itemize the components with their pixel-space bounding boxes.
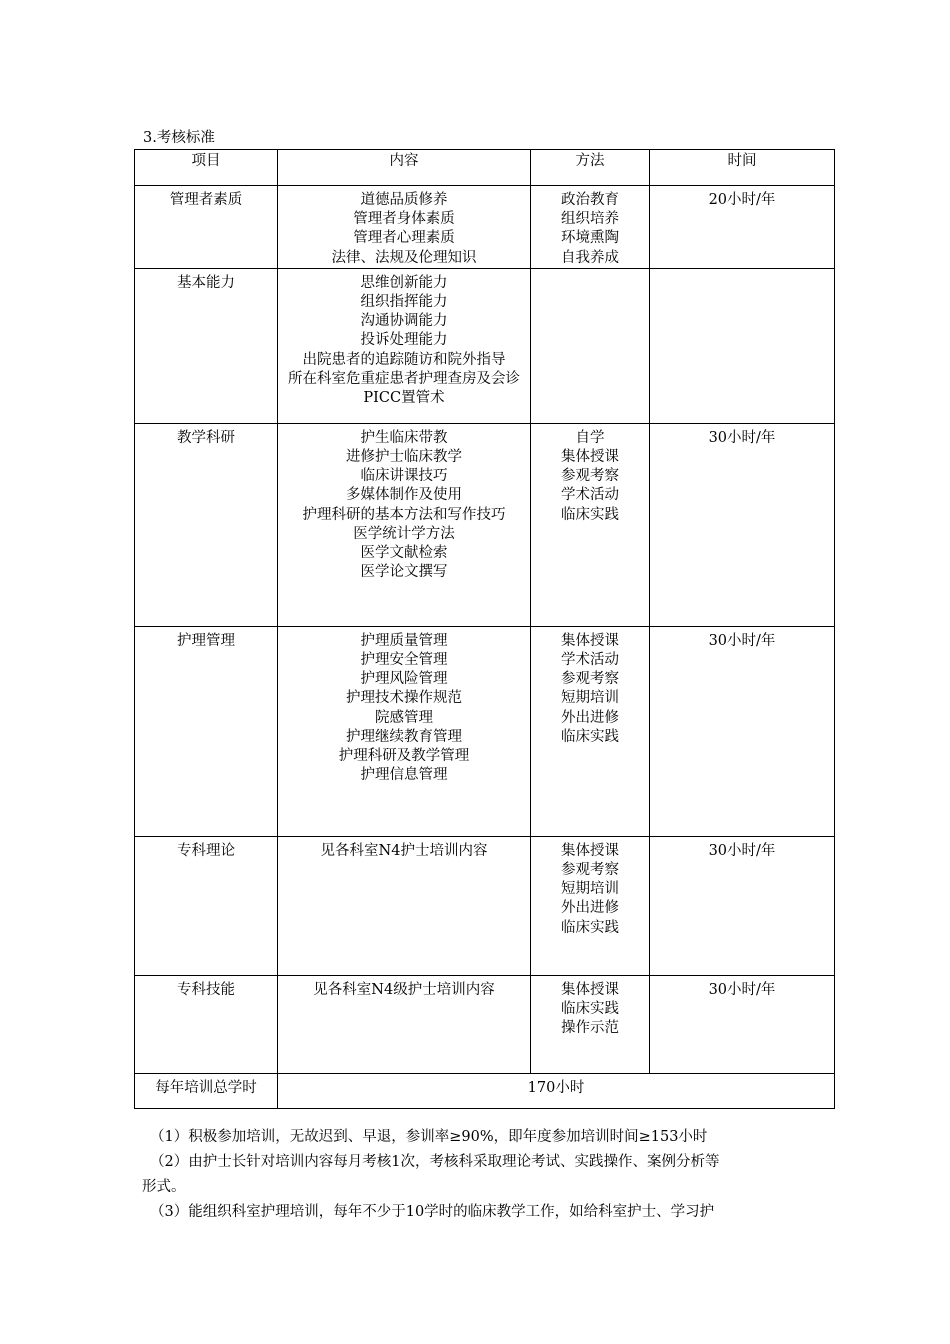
row-method-cell	[531, 268, 650, 423]
content-line: 医学文献检索	[360, 545, 448, 562]
row-time: 20小时/年	[708, 192, 776, 208]
table-row	[135, 423, 835, 626]
content-line: 护理继续教育管理	[346, 728, 462, 745]
assessment-standard-table	[134, 149, 835, 1109]
row-content-cell	[278, 423, 531, 626]
total-label: 每年培训总学时	[155, 1079, 257, 1096]
method-line: 学术活动	[561, 487, 619, 504]
method-line: 环境熏陶	[561, 230, 619, 247]
row-content-cell	[278, 836, 531, 975]
content-line: 临床讲课技巧	[360, 468, 448, 485]
content-line: 护理安全管理	[360, 652, 448, 669]
row-content-cell	[278, 975, 531, 1073]
row-item-cell	[135, 268, 278, 423]
content-line: 医学统计学方法	[353, 525, 455, 542]
content-line: 管理者心理素质	[353, 230, 455, 247]
note-2-continued: 形式。	[142, 1179, 186, 1195]
row-time-cell	[650, 268, 835, 423]
content-line: 思维创新能力	[360, 274, 448, 291]
note-1: （1）积极参加培训，无故迟到、早退，参训率≥90%，即年度参加培训时间≥153小时	[150, 1129, 708, 1145]
content-line: 管理者身体素质	[353, 211, 455, 228]
total-label-cell	[135, 1073, 278, 1108]
method-line: 政治教育	[561, 192, 619, 208]
content-line: 护理信息管理	[360, 767, 448, 784]
method-line: 外出进修	[561, 709, 619, 726]
content-line: 道德品质修养	[360, 192, 448, 208]
content-line: 沟通协调能力	[360, 313, 448, 330]
row-item-cell	[135, 186, 278, 269]
row-item-cell	[135, 626, 278, 836]
method-line: 集体授课	[561, 981, 619, 998]
row-method-cell	[531, 626, 650, 836]
method-line: 临床实践	[561, 919, 619, 936]
content-line: 护生临床带教	[360, 429, 448, 446]
method-line: 参观考察	[561, 671, 619, 688]
content-line: 见各科室N4级护士培训内容	[313, 981, 495, 998]
header-method: 方法	[531, 150, 650, 186]
method-line: 学术活动	[561, 652, 619, 669]
table-row	[135, 186, 835, 269]
content-line: 法律、法规及伦理知识	[331, 249, 477, 266]
table-row	[135, 626, 835, 836]
row-method-cell	[531, 975, 650, 1073]
header-content: 内容	[278, 150, 531, 186]
method-line: 外出进修	[561, 900, 619, 917]
row-item: 护理管理	[177, 632, 235, 649]
row-method-cell	[531, 186, 650, 269]
row-content-cell	[278, 186, 531, 269]
table-row	[135, 836, 835, 975]
row-method-cell	[531, 423, 650, 626]
row-item-cell	[135, 836, 278, 975]
header-item: 项目	[135, 150, 278, 186]
method-line: 临床实践	[561, 1001, 619, 1018]
row-method-cell	[531, 836, 650, 975]
total-row	[135, 1073, 835, 1108]
note-3: （3）能组织科室护理培训，每年不少于10学时的临床教学工作，如给科室护士、学习护	[150, 1204, 715, 1220]
row-time-cell	[650, 423, 835, 626]
method-line: 短期培训	[561, 881, 619, 898]
note-2: （2）由护士长针对培训内容每月考核1次，考核科采取理论考试、实践操作、案例分析等	[150, 1154, 720, 1170]
method-line: 集体授课	[561, 842, 619, 859]
notes-section	[142, 1125, 810, 1225]
content-line: 院感管理	[375, 709, 433, 726]
table-header-row	[135, 150, 835, 186]
method-line: 自我养成	[561, 249, 619, 266]
total-value-cell	[278, 1073, 835, 1108]
method-line: 临床实践	[561, 506, 619, 523]
row-content-cell	[278, 626, 531, 836]
content-line: 护理质量管理	[360, 632, 448, 649]
content-line: 进修护士临床教学	[346, 449, 462, 466]
table-row	[135, 975, 835, 1073]
content-line: 多媒体制作及使用	[346, 487, 462, 504]
method-line: 短期培训	[561, 690, 619, 707]
content-line: 护理科研的基本方法和写作技巧	[302, 506, 506, 523]
content-line: 医学论文撰写	[360, 564, 448, 581]
section-title: 3.考核标准	[143, 130, 215, 146]
content-line: 护理风险管理	[360, 671, 448, 688]
method-line: 自学	[575, 429, 605, 446]
row-item-cell	[135, 423, 278, 626]
row-time: 30小时/年	[708, 981, 776, 998]
content-line: 护理科研及教学管理	[338, 748, 470, 765]
method-line: 临床实践	[561, 728, 619, 745]
row-item: 管理者素质	[169, 192, 243, 208]
content-line: 出院患者的追踪随访和院外指导	[302, 351, 506, 368]
method-line: 组织培养	[561, 211, 619, 228]
content-line: 见各科室N4护士培训内容	[320, 842, 488, 859]
row-content-cell	[278, 268, 531, 423]
row-time-cell	[650, 186, 835, 269]
row-time-cell	[650, 975, 835, 1073]
content-line: 所在科室危重症患者护理查房及会诊	[288, 370, 520, 387]
row-time: 30小时/年	[708, 842, 776, 859]
method-line: 集体授课	[561, 449, 619, 466]
row-item-cell	[135, 975, 278, 1073]
content-line: PICC置管术	[363, 390, 445, 407]
method-line: 参观考察	[561, 862, 619, 879]
content-line: 投诉处理能力	[360, 332, 448, 349]
row-time: 30小时/年	[708, 429, 776, 446]
row-item: 基本能力	[177, 274, 235, 291]
total-value: 170小时	[527, 1079, 585, 1096]
row-time-cell	[650, 626, 835, 836]
method-line: 操作示范	[561, 1020, 619, 1037]
row-time: 30小时/年	[708, 632, 776, 649]
row-item: 教学科研	[177, 429, 235, 446]
header-time: 时间	[650, 150, 835, 186]
row-item: 专科理论	[177, 842, 235, 859]
row-time-cell	[650, 836, 835, 975]
content-line: 护理技术操作规范	[346, 690, 462, 707]
method-line: 集体授课	[561, 632, 619, 649]
table-row	[135, 268, 835, 423]
method-line: 参观考察	[561, 468, 619, 485]
row-item: 专科技能	[177, 981, 235, 998]
content-line: 组织指挥能力	[360, 294, 448, 311]
